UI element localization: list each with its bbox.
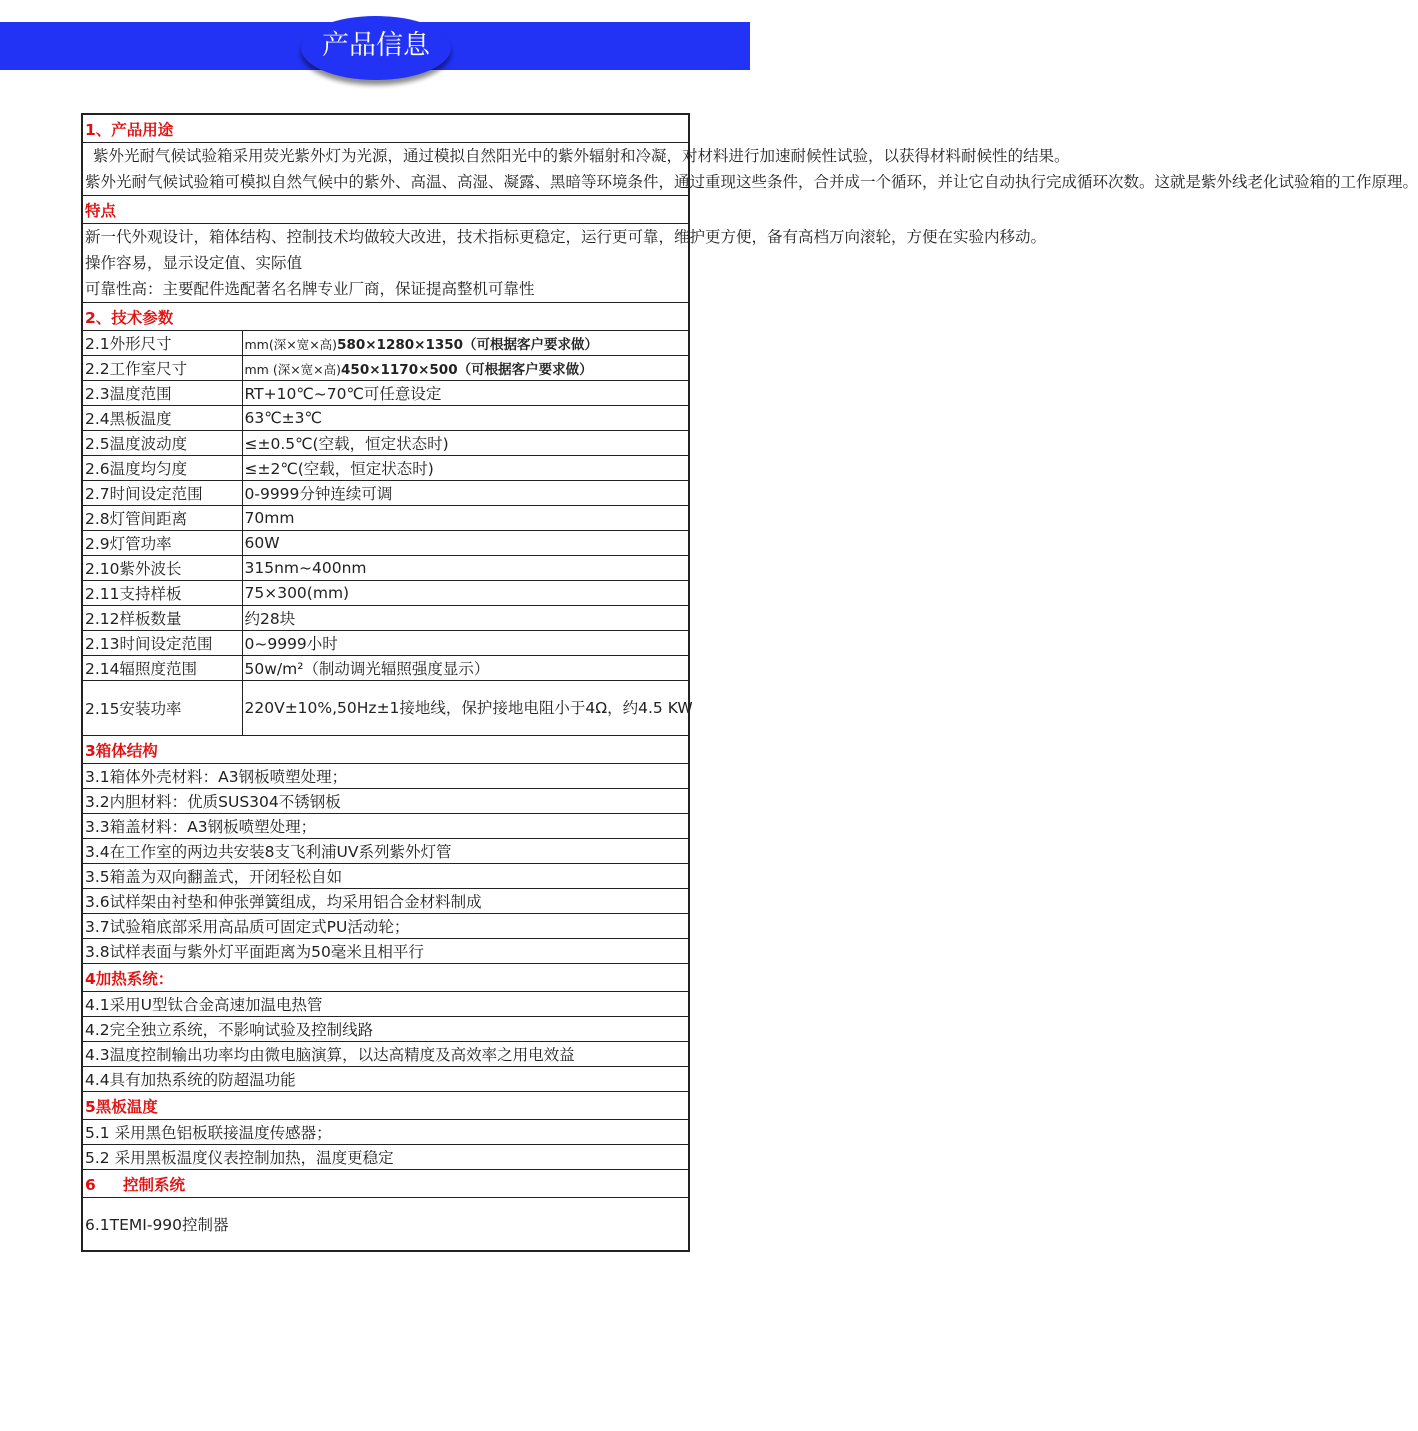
spec-key: 2.8灯管间距离 bbox=[82, 506, 242, 531]
structure-item: 3.8试样表面与紫外灯平面距离为50毫米且相平行 bbox=[82, 939, 689, 964]
spec-key: 2.3温度范围 bbox=[82, 381, 242, 406]
spec-value: ≤±0.5℃(空载，恒定状态时) bbox=[242, 431, 689, 456]
spec-row bbox=[82, 481, 689, 506]
heating-item: 4.2完全独立系统，不影响试验及控制线路 bbox=[82, 1017, 689, 1042]
spec-value: ≤±2℃(空载，恒定状态时) bbox=[242, 456, 689, 481]
spec-value bbox=[242, 356, 689, 381]
spec-row bbox=[82, 656, 689, 681]
section-title-features: 特点 bbox=[82, 196, 689, 224]
spec-row bbox=[82, 581, 689, 606]
section-number: 6 bbox=[85, 1175, 96, 1194]
structure-item: 3.2内胆材料：优质SUS304不锈钢板 bbox=[82, 789, 689, 814]
spec-key: 2.14辐照度范围 bbox=[82, 656, 242, 681]
section-title-blackboard: 5黑板温度 bbox=[82, 1092, 689, 1120]
spec-value: 315nm~400nm bbox=[242, 556, 689, 581]
spec-row bbox=[82, 431, 689, 456]
spec-unit: mm(深×宽×高) bbox=[244, 337, 338, 352]
section-title-text: 控制系统 bbox=[123, 1175, 186, 1194]
product-spec-table bbox=[81, 113, 1418, 1252]
blackboard-item: 5.1 采用黑色铝板联接温度传感器； bbox=[82, 1120, 689, 1145]
heating-item: 4.3温度控制输出功率均由微电脑演算，以达高精度及高效率之用电效益 bbox=[82, 1042, 689, 1067]
spec-row bbox=[82, 531, 689, 556]
section-title-control bbox=[82, 1170, 689, 1198]
spec-key: 2.10紫外波长 bbox=[82, 556, 242, 581]
feature-line: 新一代外观设计，箱体结构、控制技术均做较大改进，技术指标更稳定，运行更可靠，维护更方便，备有高档万向滚轮，方便在实验内移动。 bbox=[85, 228, 1047, 246]
spec-value: 70mm bbox=[242, 506, 689, 531]
spec-value: 75×300(mm) bbox=[242, 581, 689, 606]
control-item: 6.1TEMI-990控制器 bbox=[82, 1198, 689, 1252]
spec-row bbox=[82, 406, 689, 431]
usage-paragraph: 紫外光耐气候试验箱可模拟自然气候中的紫外、高温、高湿、凝露、黑暗等环境条件，通过重现这些条件，合并成一个循环，并让它自动执行完成循环次数。这就是紫外线老化试验箱的工作原理。 bbox=[85, 173, 1418, 191]
spec-row bbox=[82, 681, 689, 736]
spec-row bbox=[82, 606, 689, 631]
section-title-usage: 1、产品用途 bbox=[82, 114, 689, 143]
feature-line: 操作容易，显示设定值、实际值 bbox=[85, 254, 303, 272]
spec-key: 2.9灯管功率 bbox=[82, 531, 242, 556]
spec-value: 0~9999小时 bbox=[242, 631, 689, 656]
spec-value: 220V±10%,50Hz±1接地线，保护接地电阻小于4Ω，约4.5 KW bbox=[242, 681, 689, 736]
spec-value-text: 580×1280×1350（可根据客户要求做） bbox=[337, 337, 599, 353]
spec-value: 50w/m²（制动调光辐照强度显示） bbox=[242, 656, 689, 681]
structure-item: 3.1箱体外壳材料：A3钢板喷塑处理； bbox=[82, 764, 689, 789]
heating-item: 4.4具有加热系统的防超温功能 bbox=[82, 1067, 689, 1092]
section-title-structure: 3箱体结构 bbox=[82, 736, 689, 764]
spec-key: 2.7时间设定范围 bbox=[82, 481, 242, 506]
usage-paragraph: 紫外光耐气候试验箱采用荧光紫外灯为光源，通过模拟自然阳光中的紫外辐射和冷凝，对材料进行加速耐候性试验，以获得材料耐候性的结果。 bbox=[93, 147, 1070, 165]
spec-row bbox=[82, 381, 689, 406]
page-title: 产品信息 bbox=[322, 30, 430, 61]
structure-item: 3.3箱盖材料：A3钢板喷塑处理； bbox=[82, 814, 689, 839]
spec-value bbox=[242, 331, 689, 356]
spec-key: 2.11支持样板 bbox=[82, 581, 242, 606]
spec-row bbox=[82, 556, 689, 581]
spec-value-text: 450×1170×500（可根据客户要求做） bbox=[341, 362, 593, 378]
spec-key: 2.12样板数量 bbox=[82, 606, 242, 631]
usage-description bbox=[82, 143, 1418, 196]
spec-unit: mm (深×宽×高) bbox=[244, 362, 342, 377]
spec-value: 60W bbox=[242, 531, 689, 556]
structure-item: 3.5箱盖为双向翻盖式，开闭轻松自如 bbox=[82, 864, 689, 889]
spec-row bbox=[82, 356, 689, 381]
spec-row bbox=[82, 331, 689, 356]
spec-key: 2.6温度均匀度 bbox=[82, 456, 242, 481]
section-title-heating: 4加热系统： bbox=[82, 964, 689, 992]
spec-key: 2.2工作室尺寸 bbox=[82, 356, 242, 381]
spec-value: 约28块 bbox=[242, 606, 689, 631]
spec-key: 2.13时间设定范围 bbox=[82, 631, 242, 656]
section-title-tech: 2、技术参数 bbox=[82, 303, 689, 331]
structure-item: 3.6试样架由衬垫和伸张弹簧组成，均采用铝合金材料制成 bbox=[82, 889, 689, 914]
spec-key: 2.4黑板温度 bbox=[82, 406, 242, 431]
spec-key: 2.1外形尺寸 bbox=[82, 331, 242, 356]
spec-value: 0-9999分钟连续可调 bbox=[242, 481, 689, 506]
structure-item: 3.7试验箱底部采用高品质可固定式PU活动轮； bbox=[82, 914, 689, 939]
spec-row bbox=[82, 456, 689, 481]
spec-key: 2.15安装功率 bbox=[82, 681, 242, 736]
spec-key: 2.5温度波动度 bbox=[82, 431, 242, 456]
spec-row bbox=[82, 631, 689, 656]
spec-value: RT+10℃~70℃可任意设定 bbox=[242, 381, 689, 406]
heating-item: 4.1采用U型钛合金高速加温电热管 bbox=[82, 992, 689, 1017]
blackboard-item: 5.2 采用黑板温度仪表控制加热，温度更稳定 bbox=[82, 1145, 689, 1170]
structure-item: 3.4在工作室的两边共安装8支飞利浦UV系列紫外灯管 bbox=[82, 839, 689, 864]
spec-row bbox=[82, 506, 689, 531]
spec-value: 63℃±3℃ bbox=[242, 406, 689, 431]
feature-line: 可靠性高：主要配件选配著名名牌专业厂商，保证提高整机可靠性 bbox=[85, 280, 535, 298]
features-description bbox=[82, 224, 1047, 303]
